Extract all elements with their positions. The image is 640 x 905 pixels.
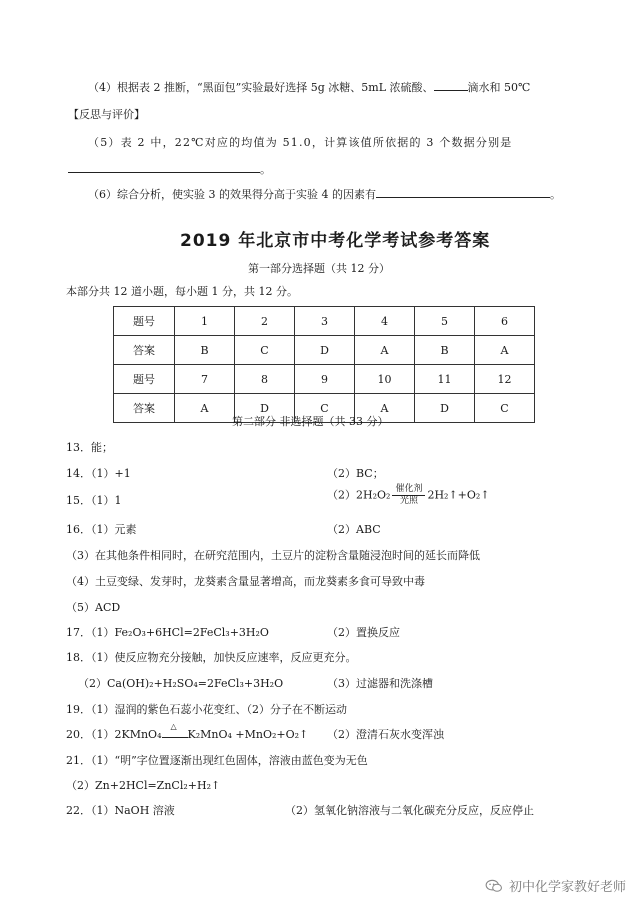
reaction-condition: [392, 484, 425, 507]
answer-22-2: （2）氢氧化钠溶液与二氧化碳充分反应，反应停止: [285, 804, 534, 817]
answer-15-2-right: 2H₂↑+O₂↑: [427, 488, 490, 502]
table-cell: 4: [355, 307, 415, 336]
answer-15-2: [327, 484, 490, 507]
table-cell: 1: [175, 307, 235, 336]
table-row: [114, 365, 535, 394]
answer-18-1: 18．（1）使反应物充分接触，加快反应速率，反应更充分。: [66, 651, 357, 664]
watermark: [485, 876, 626, 895]
answer-17-2: （2）置换反应: [327, 626, 400, 639]
table-row: [114, 307, 535, 336]
part1-intro: 本部分共 12 道小题，每小题 1 分，共 12 分。: [66, 285, 298, 298]
answer-18-2: （2）Ca(OH)₂+H₂SO₄=2FeCl₃+3H₂O: [78, 677, 284, 690]
answer-21-2: （2）Zn+2HCl=ZnCl₂+H₂↑: [66, 779, 221, 792]
watermark-text: 初中化学家教好老师: [508, 880, 626, 895]
condition-catalyst: 催化剂: [392, 484, 425, 496]
table-cell: B: [175, 336, 235, 365]
answer-title: 2019 年北京市中考化学考试参考答案: [180, 231, 491, 251]
answer-table: [113, 306, 535, 423]
table-cell: C: [295, 394, 355, 423]
question-5-end: 。: [260, 163, 271, 176]
answer-15-1: 15．（1）1: [66, 494, 122, 507]
table-cell: C: [475, 394, 535, 423]
table-cell: 答案: [114, 336, 175, 365]
table-row: [114, 336, 535, 365]
table-cell: 12: [475, 365, 535, 394]
table-cell: 6: [475, 307, 535, 336]
table-cell: 10: [355, 365, 415, 394]
answer-14-1: 14．（1）+1: [66, 467, 131, 480]
answer-16-5: （5）ACD: [66, 601, 121, 614]
answer-19: 19．（1）湿润的紫色石蕊小花变红、（2）分子在不断运动: [66, 703, 347, 716]
part1-title: 第一部分选择题（共 12 分）: [248, 262, 390, 275]
question-6: [88, 185, 561, 202]
question-5-text: （5）表 2 中，22℃对应的均值为 51.0，计算该值所依据的 3 个数据分别是: [88, 136, 513, 149]
answer-16-3: （3）在其他条件相同时，在研究范围内，土豆片的淀粉含量随浸泡时间的延长而降低: [66, 549, 480, 562]
table-cell: 9: [295, 365, 355, 394]
table-cell: A: [175, 394, 235, 423]
answer-20-2: （2）澄清石灰水变浑浊: [327, 728, 444, 741]
question-5-answer-line: [68, 160, 271, 177]
table-cell: 答案: [114, 394, 175, 423]
question-6-text: （6）综合分析，使实验 3 的效果得分高于实验 4 的因素有: [88, 188, 376, 201]
table-cell: 题号: [114, 365, 175, 394]
table-cell: B: [415, 336, 475, 365]
answer-14-2: （2）BC；: [327, 467, 384, 480]
answer-18-3: （3）过滤器和洗涤槽: [327, 677, 433, 690]
question-6-blank: [376, 185, 550, 198]
table-cell: 5: [415, 307, 475, 336]
table-cell: D: [415, 394, 475, 423]
table-cell: A: [355, 336, 415, 365]
table-cell: A: [355, 394, 415, 423]
table-cell: 3: [295, 307, 355, 336]
table-cell: 题号: [114, 307, 175, 336]
answer-16-4: （4）土豆变绿、发芽时，龙葵素含量显著增高，而龙葵素多食可导致中毒: [66, 575, 425, 588]
heat-symbol: △: [170, 721, 177, 731]
condition-light: 光照: [399, 496, 418, 506]
answer-13: 13．能；: [66, 441, 113, 454]
answer-16-1: 16．（1）元素: [66, 523, 137, 536]
table-cell: D: [295, 336, 355, 365]
table-cell: D: [235, 394, 295, 423]
part2-title: 第二部分 非选择题（共 33 分）: [232, 415, 389, 428]
table-cell: A: [475, 336, 535, 365]
question-4-text-b: 滴水和 50℃: [467, 81, 531, 94]
answer-20-1: [66, 721, 309, 742]
answer-21-1: 21．（1）“明”字位置逐渐出现红色固体，溶液由蓝色变为无色: [66, 754, 368, 767]
question-4-text-a: （4）根据表 2 推断，“黑面包”实验最好选择 5g 冰糖、5mL 浓硫酸、: [88, 81, 434, 94]
reflection-heading: 【反思与评价】: [68, 108, 145, 121]
answer-20-1-left: 20．（1）2KMnO₄: [66, 728, 162, 741]
answer-20-1-right: K₂MnO₄ +MnO₂+O₂↑: [187, 728, 309, 741]
table-cell: 8: [235, 365, 295, 394]
question-6-end: 。: [549, 188, 561, 201]
table-cell: 7: [175, 365, 235, 394]
heat-condition: [162, 721, 188, 740]
answer-17-1: 17．（1）Fe₂O₃+6HCl=2FeCl₃+3H₂O: [66, 626, 269, 639]
table-cell: 11: [415, 365, 475, 394]
answer-22-1: 22．（1）NaOH 溶液: [66, 804, 175, 817]
answer-15-2-left: （2）2H₂O₂: [327, 488, 391, 502]
question-5-blank: [68, 160, 260, 173]
answer-16-2: （2）ABC: [327, 523, 381, 536]
question-4-blank: [434, 78, 468, 91]
wechat-bubble-icon: [485, 879, 503, 893]
table-cell: C: [235, 336, 295, 365]
table-cell: 2: [235, 307, 295, 336]
question-4: [88, 78, 530, 95]
